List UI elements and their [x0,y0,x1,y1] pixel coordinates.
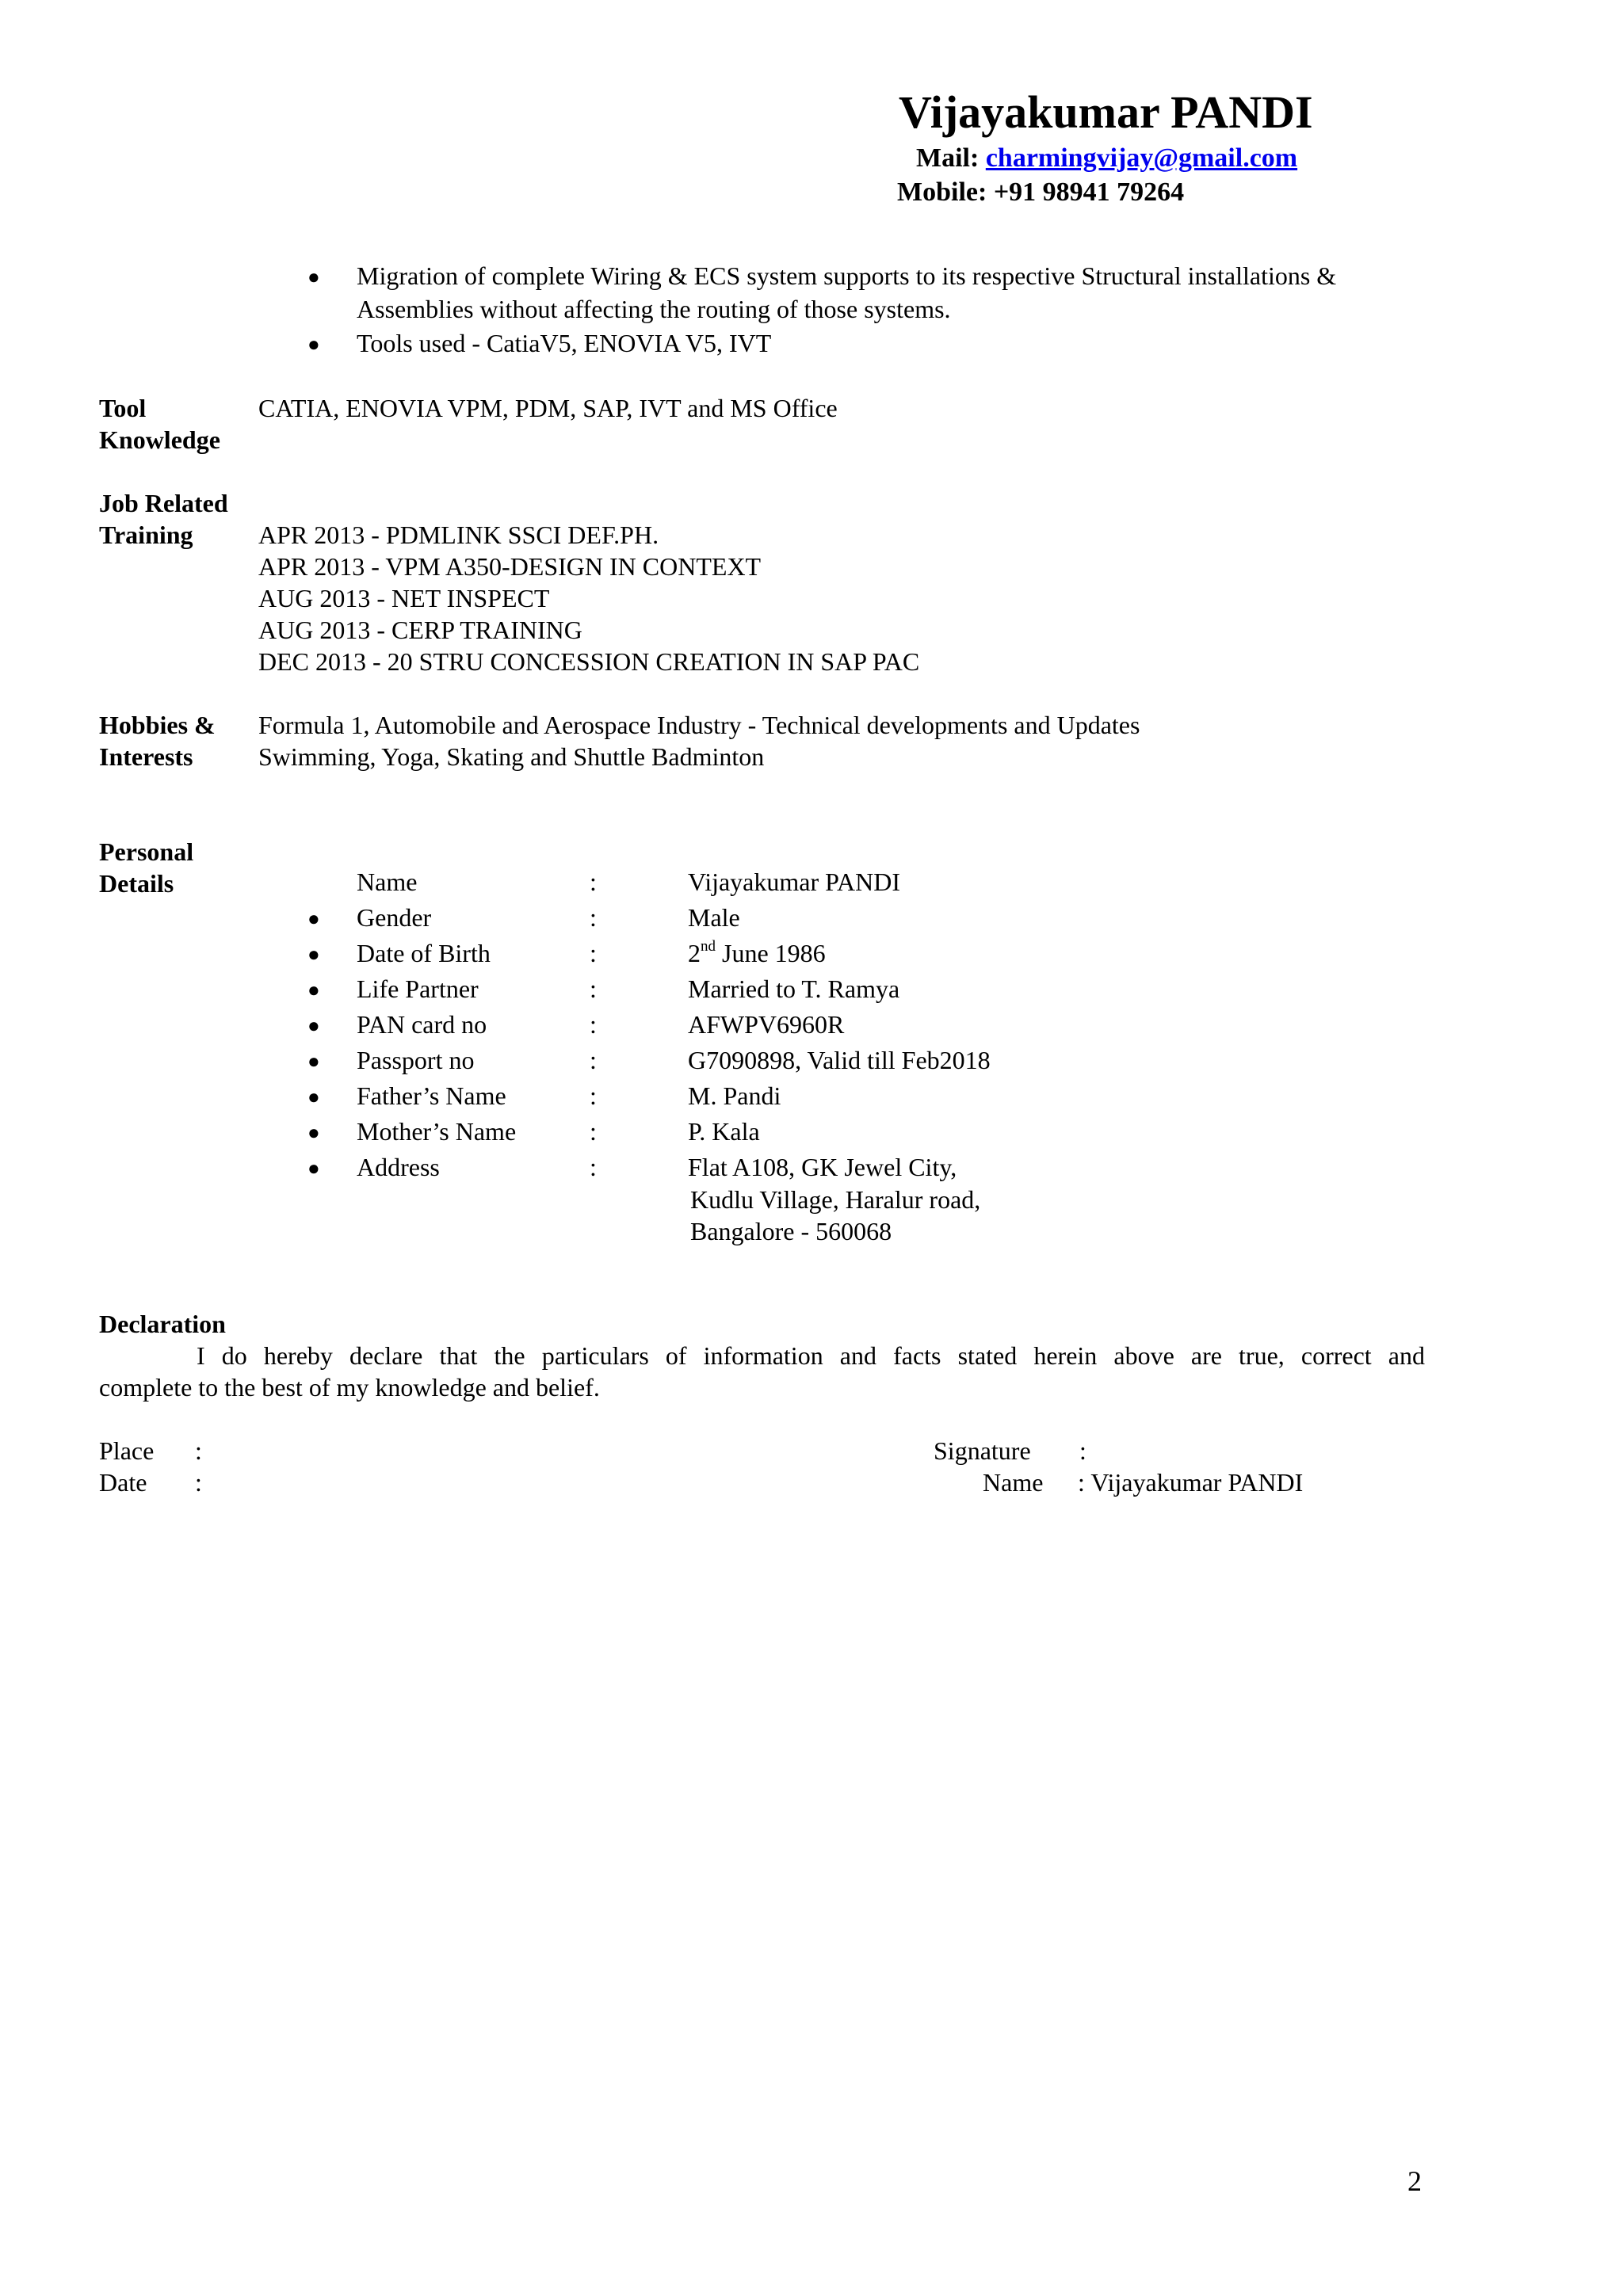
date-colon: : [195,1468,202,1497]
personal-row-value: Male [688,903,740,932]
training-item: AUG 2013 - NET INSPECT [258,584,550,612]
tool-knowledge-value: CATIA, ENOVIA VPM, PDM, SAP, IVT and MS Office [258,394,838,422]
personal-row-value: Vijayakumar PANDI [688,868,900,896]
experience-bullet-cont: Assemblies without affecting the routing of those systems. [357,295,951,323]
dob-rest: June 1986 [716,939,826,967]
personal-row-colon: : [590,1117,597,1146]
address-line: Bangalore - 560068 [690,1217,892,1245]
signature-label: Signature [934,1436,1031,1465]
email-link[interactable]: charmingvijay@gmail.com [985,143,1298,173]
mobile-number: +91 98941 79264 [993,177,1185,207]
bullet-icon: ● [307,1157,320,1180]
bullet-icon: ● [307,1050,320,1073]
personal-row-label: Mother’s Name [357,1117,517,1146]
personal-row-colon: : [590,868,597,896]
personal-label-cont: Details [99,869,174,898]
dob-ordinal: nd [701,938,716,955]
personal-row-label: Life Partner [357,974,479,1003]
personal-row-value: Flat A108, GK Jewel City, [688,1153,957,1181]
bullet-icon: ● [307,907,320,930]
bullet-icon: ● [307,265,320,288]
personal-row-colon: : [590,939,597,967]
resume-name: Vijayakumar PANDI [899,86,1313,138]
footer-name-label: Name [983,1468,1044,1497]
declaration-text: I do hereby declare that the particulars of information and facts stated herein above are true, correct and [197,1341,1425,1370]
personal-row-value: G7090898, Valid till Feb2018 [688,1046,991,1074]
experience-bullet: Tools used - CatiaV5, ENOVIA V5, IVT [357,329,772,357]
mail-label: Mail: [916,143,980,173]
hobby-item: Swimming, Yoga, Skating and Shuttle Badminton [258,742,765,771]
bullet-icon: ● [307,1085,320,1108]
bullet-icon: ● [307,333,320,356]
personal-row-label: PAN card no [357,1010,487,1039]
training-label: Job Related [99,489,228,517]
personal-row-label: Address [357,1153,440,1181]
tool-knowledge-label-cont: Knowledge [99,425,220,454]
training-item: APR 2013 - VPM A350-DESIGN IN CONTEXT [258,552,762,581]
training-item: AUG 2013 - CERP TRAINING [258,616,582,644]
personal-row-colon: : [590,1046,597,1074]
mail-line [916,142,1297,175]
personal-row-value [688,937,826,969]
declaration-heading: Declaration [99,1310,226,1338]
training-label-cont: Training [99,521,193,549]
date-label: Date [99,1468,147,1497]
mobile-line [897,176,1184,209]
hobbies-label-cont: Interests [99,742,193,771]
bullet-icon: ● [307,1014,320,1037]
address-line: Kudlu Village, Haralur road, [690,1185,981,1214]
tool-knowledge-label: Tool [99,394,147,422]
personal-row-value: P. Kala [688,1117,760,1146]
dob-day: 2 [688,939,701,967]
training-item: DEC 2013 - 20 STRU CONCESSION CREATION IN SAP PAC [258,647,920,676]
personal-row-label: Date of Birth [357,939,491,967]
signature-colon: : [1079,1436,1086,1465]
page-number: 2 [1407,2165,1422,2197]
personal-row-label: Passport no [357,1046,475,1074]
place-colon: : [195,1436,202,1465]
training-item: APR 2013 - PDMLINK SSCI DEF.PH. [258,521,659,549]
hobbies-label: Hobbies & [99,711,216,739]
personal-row-colon: : [590,974,597,1003]
personal-label: Personal [99,837,194,866]
place-label: Place [99,1436,155,1465]
experience-bullet: Migration of complete Wiring & ECS system supports to its respective Structural installations & [357,261,1337,290]
mobile-label: Mobile: [897,177,987,207]
personal-row-colon: : [590,903,597,932]
personal-row-label: Father’s Name [357,1081,506,1110]
hobby-item: Formula 1, Automobile and Aerospace Industry - Technical developments and Updates [258,711,1140,739]
personal-row-colon: : [590,1010,597,1039]
bullet-icon: ● [307,1121,320,1144]
personal-row-label: Name [357,868,418,896]
personal-row-value: M. Pandi [688,1081,781,1110]
personal-row-value: Married to T. Ramya [688,974,900,1003]
personal-row-colon: : [590,1153,597,1181]
personal-row-label: Gender [357,903,432,932]
bullet-icon: ● [307,943,320,966]
footer-name-value: : Vijayakumar PANDI [1078,1468,1304,1497]
bullet-icon: ● [307,978,320,1001]
personal-row-colon: : [590,1081,597,1110]
declaration-text-cont: complete to the best of my knowledge and belief. [99,1373,600,1402]
personal-row-value: AFWPV6960R [688,1010,845,1039]
